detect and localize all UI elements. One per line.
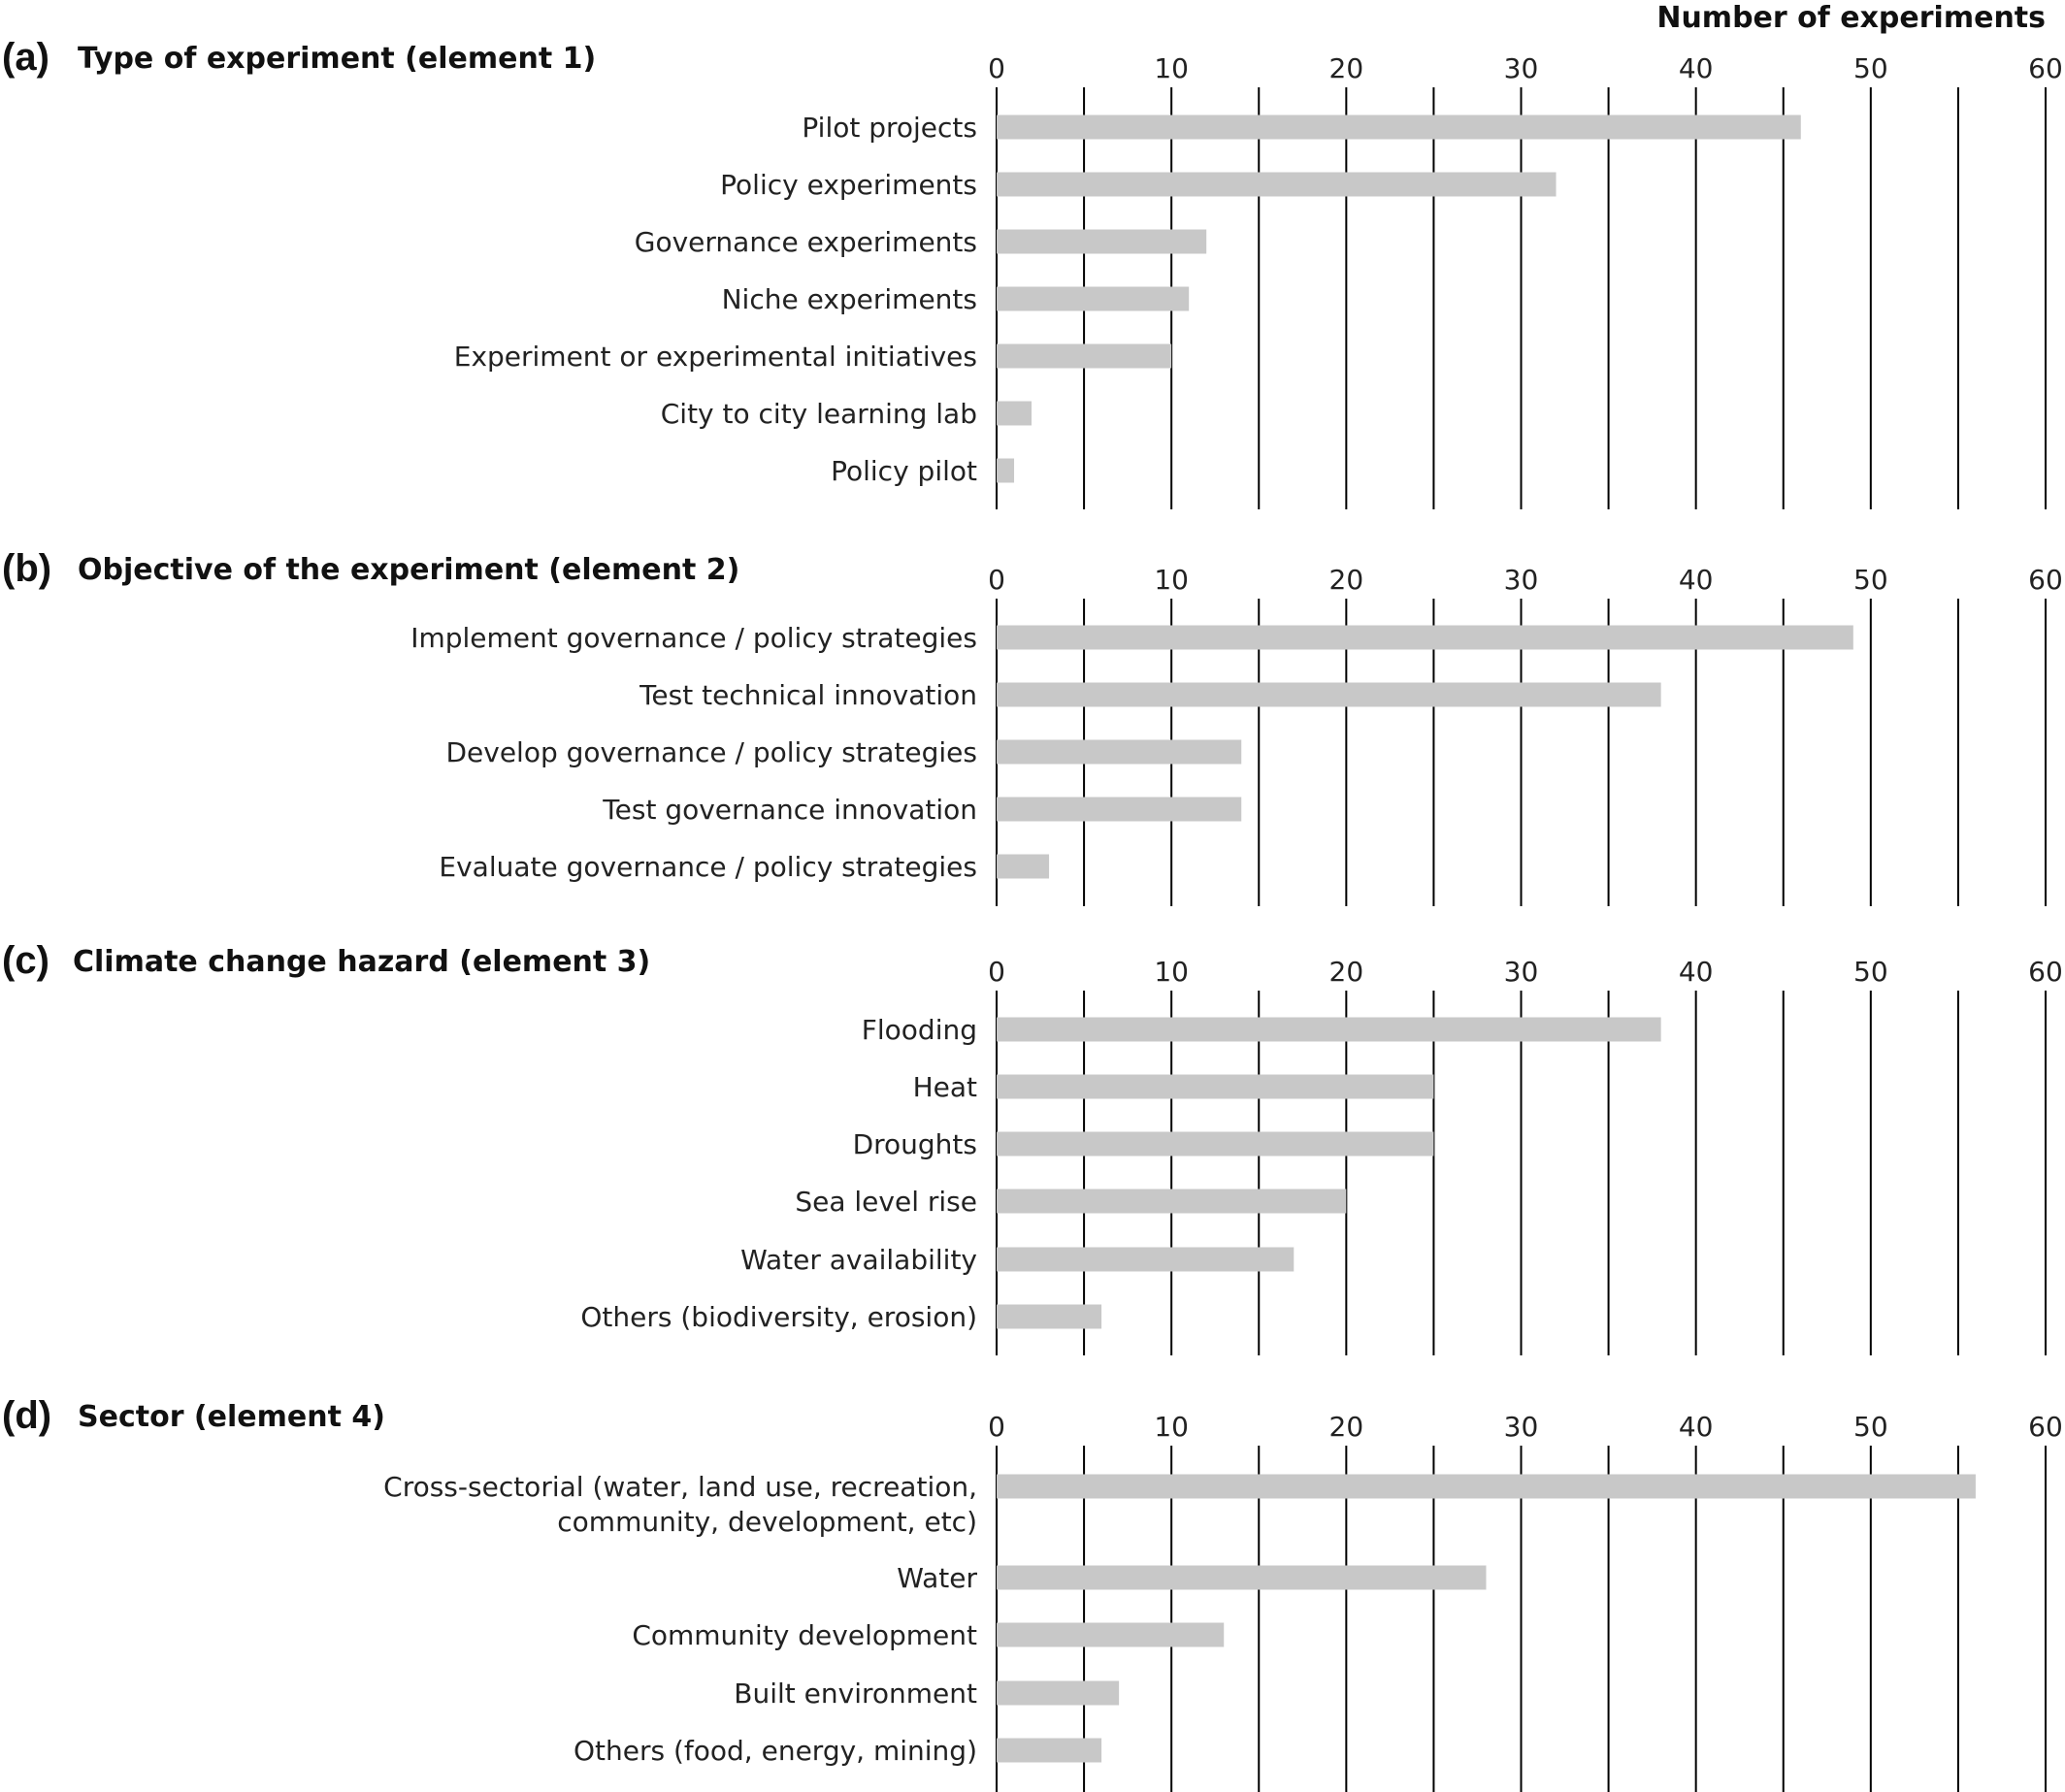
category-label: Sea level rise — [795, 1186, 977, 1218]
bar — [997, 1132, 1433, 1157]
category-label: Experiment or experimental initiatives — [453, 341, 977, 373]
bar — [997, 1018, 1661, 1042]
tick-label: 50 — [1853, 52, 1888, 84]
tick-label: 60 — [2028, 564, 2063, 596]
category-label: Niche experiments — [721, 283, 977, 315]
bar — [997, 115, 1801, 140]
category-label: Test technical innovation — [639, 679, 977, 711]
bar — [997, 1739, 1101, 1763]
tick-label: 60 — [2028, 956, 2063, 988]
category-label: Cross-sectorial (water, land use, recreation, community, development, etc) — [383, 1471, 977, 1538]
tick-label: 0 — [988, 1411, 1005, 1443]
tick-label: 10 — [1154, 52, 1189, 84]
category-label: Policy experiments — [720, 169, 977, 201]
bar — [997, 344, 1171, 369]
tick-label: 10 — [1154, 564, 1189, 596]
tick-label: 20 — [1328, 1411, 1364, 1443]
category-label: Pilot projects — [802, 112, 977, 144]
panel-title: Climate change hazard (element 3) — [73, 945, 651, 979]
bar — [997, 1075, 1433, 1099]
category-label: City to city learning lab — [660, 398, 977, 430]
bar — [997, 402, 1032, 426]
panel-label: (b) — [2, 547, 52, 590]
bar — [997, 287, 1189, 311]
bar — [997, 1566, 1486, 1590]
tick-label: 30 — [1503, 564, 1539, 596]
bar — [997, 1305, 1101, 1329]
tick-label: 40 — [1678, 956, 1714, 988]
tick-label: 50 — [1853, 564, 1888, 596]
tick-label: 30 — [1503, 1411, 1539, 1443]
panel-label: (a) — [2, 36, 49, 79]
tick-label: 20 — [1328, 52, 1364, 84]
tick-label: 0 — [988, 52, 1005, 84]
category-label: Heat — [912, 1071, 977, 1103]
tick-label: 0 — [988, 564, 1005, 596]
tick-label: 20 — [1328, 564, 1364, 596]
panel-label: (c) — [2, 939, 49, 982]
bar — [997, 683, 1661, 707]
bar — [997, 173, 1557, 197]
tick-label: 50 — [1853, 1411, 1888, 1443]
tick-label: 60 — [2028, 52, 2063, 84]
bar — [997, 740, 1241, 765]
tick-label: 50 — [1853, 956, 1888, 988]
category-label: Evaluate governance / policy strategies — [439, 851, 977, 883]
category-label: Test governance innovation — [603, 794, 977, 826]
tick-label: 10 — [1154, 1411, 1189, 1443]
bar — [997, 855, 1049, 879]
panel-title: Objective of the experiment (element 2) — [78, 553, 740, 587]
bar — [997, 1623, 1224, 1647]
x-axis-label: Number of experiments — [1656, 1, 2046, 35]
tick-label: 30 — [1503, 52, 1539, 84]
category-label: Flooding — [861, 1014, 977, 1046]
bar — [997, 230, 1206, 254]
category-label: Implement governance / policy strategies — [410, 622, 977, 654]
category-label: Governance experiments — [634, 226, 977, 258]
tick-label: 40 — [1678, 52, 1714, 84]
category-label: Droughts — [852, 1128, 977, 1160]
panel-label: (d) — [2, 1394, 52, 1437]
category-label: Built environment — [734, 1678, 977, 1710]
panel-title: Sector (element 4) — [78, 1400, 385, 1434]
tick-label: 30 — [1503, 956, 1539, 988]
bar — [997, 798, 1241, 822]
category-label: Policy pilot — [831, 455, 977, 487]
category-label: Water availability — [740, 1244, 977, 1276]
tick-label: 40 — [1678, 564, 1714, 596]
category-label: Others (biodiversity, erosion) — [580, 1301, 977, 1333]
category-label: Community development — [632, 1619, 977, 1651]
tick-label: 10 — [1154, 956, 1189, 988]
bar — [997, 1248, 1294, 1272]
tick-label: 0 — [988, 956, 1005, 988]
tick-label: 20 — [1328, 956, 1364, 988]
category-label: Water — [897, 1562, 977, 1594]
bar — [997, 626, 1853, 650]
tick-label: 40 — [1678, 1411, 1714, 1443]
category-label: Develop governance / policy strategies — [445, 736, 977, 768]
category-label: Others (food, energy, mining) — [574, 1735, 977, 1767]
panel-title: Type of experiment (element 1) — [78, 42, 597, 76]
bar — [997, 459, 1014, 483]
bar — [997, 1189, 1346, 1214]
bar — [997, 1475, 1976, 1499]
tick-label: 60 — [2028, 1411, 2063, 1443]
bar — [997, 1681, 1119, 1706]
